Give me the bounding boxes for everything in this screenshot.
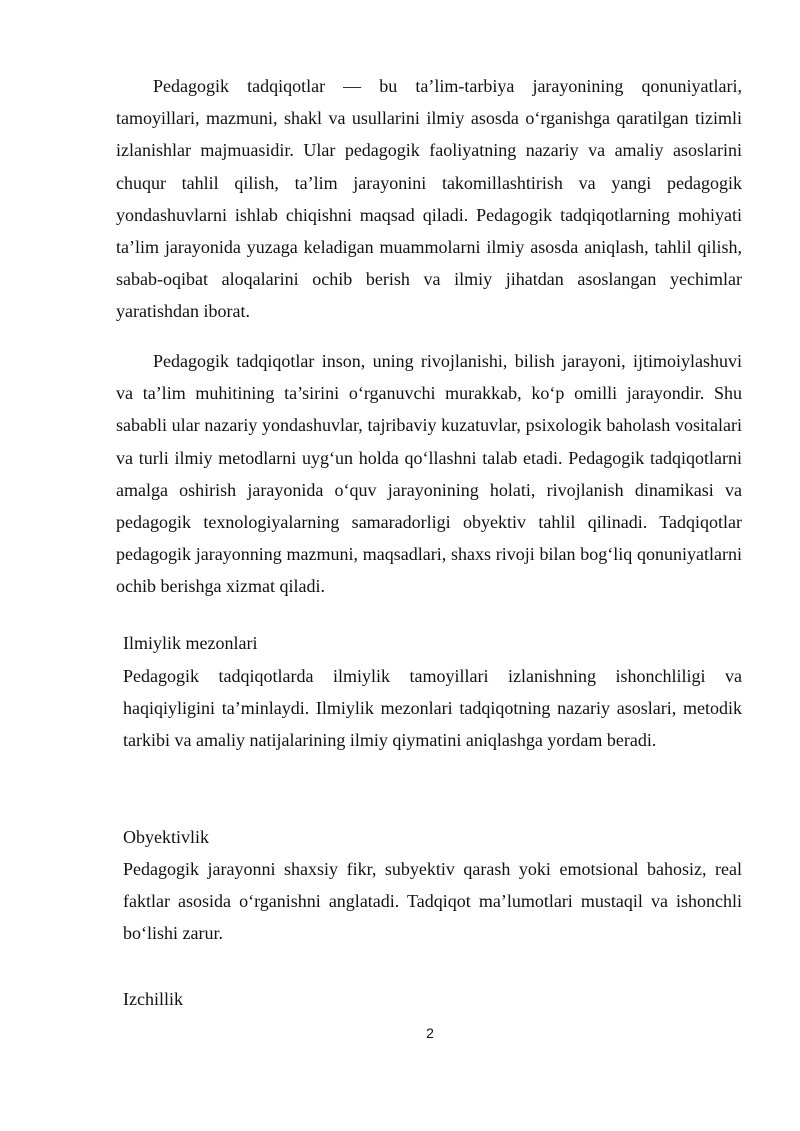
- page-number: 2: [426, 1025, 434, 1041]
- section-heading-ilmiylik-mezonlari: Ilmiylik mezonlari: [123, 633, 258, 653]
- section-heading-obyektivlik: Obyektivlik: [123, 827, 209, 847]
- section-text-ilmiylik-mezonlari: Pedagogik tadqiqotlarda ilmiylik tamoyillari izlanishning ishonchliligi va haqiqiyligini ta’minlaydi. Ilmiylik mezonlari tadqiqotning nazariy asoslari, metodik tarkibi va amaliy natijalarining ilmiy qiymatini aniqlashga yordam beradi.: [123, 666, 742, 750]
- intro-paragraph-2: Pedagogik tadqiqotlar inson, uning rivojlanishi, bilish jarayoni, ijtimoiylashuvi va ta’lim muhitining ta’sirini o‘rganuvchi murakkab, ko‘p omilli jarayondir. Shu sababli ular nazariy yondashuvlar, tajribaviy kuzatuvlar, psixologik baholash vositalari va turli ilmiy metodlarni uyg‘un holda qo‘llashni talab etadi. Pedagogik tadqiqotlarni amalga oshirish jarayonida o‘quv jarayonining holati, rivojlanish dinamikasi va pedagogik texnologiyalarning samaradorligi obyektiv tahlil qilinadi. Tadqiqotlar pedagogik jarayonning mazmuni, maqsadlari, shaxs rivoji bilan bog‘liq qonuniyatlarni ochib berishga xizmat qiladi.: [116, 351, 742, 597]
- intro-paragraph-1: Pedagogik tadqiqotlar — bu ta’lim-tarbiya jarayonining qonuniyatlari, tamoyillari, mazmuni, shakl va usullarini ilmiy asosda o‘rganishga qaratilgan tizimli izlanishlar majmuasidir. Ular pedagogik faoliyatning nazariy va amaliy asoslarini chuqur tahlil qilish, ta’lim jarayonini takomillashtirish va yangi pedagogik yondashuvlarni ishlab chiqishni maqsad qiladi. Pedagogik tadqiqotlarning mohiyati ta’lim jarayonida yuzaga keladigan muammolarni ilmiy asosda aniqlash, tahlil qilish, sabab-oqibat aloqalarini ochib berish va ilmiy jihatdan asoslangan yechimlar yaratishdan iborat.: [116, 76, 742, 322]
- section-heading-izchillik: Izchillik: [123, 989, 183, 1009]
- section-text-obyektivlik: Pedagogik jarayonni shaxsiy fikr, subyektiv qarash yoki emotsional bahosiz, real faktlar asosida o‘rganishni anglatadi. Tadqiqot ma’lumotlari mustaqil va ishonchli bo‘lishi zarur.: [123, 859, 742, 943]
